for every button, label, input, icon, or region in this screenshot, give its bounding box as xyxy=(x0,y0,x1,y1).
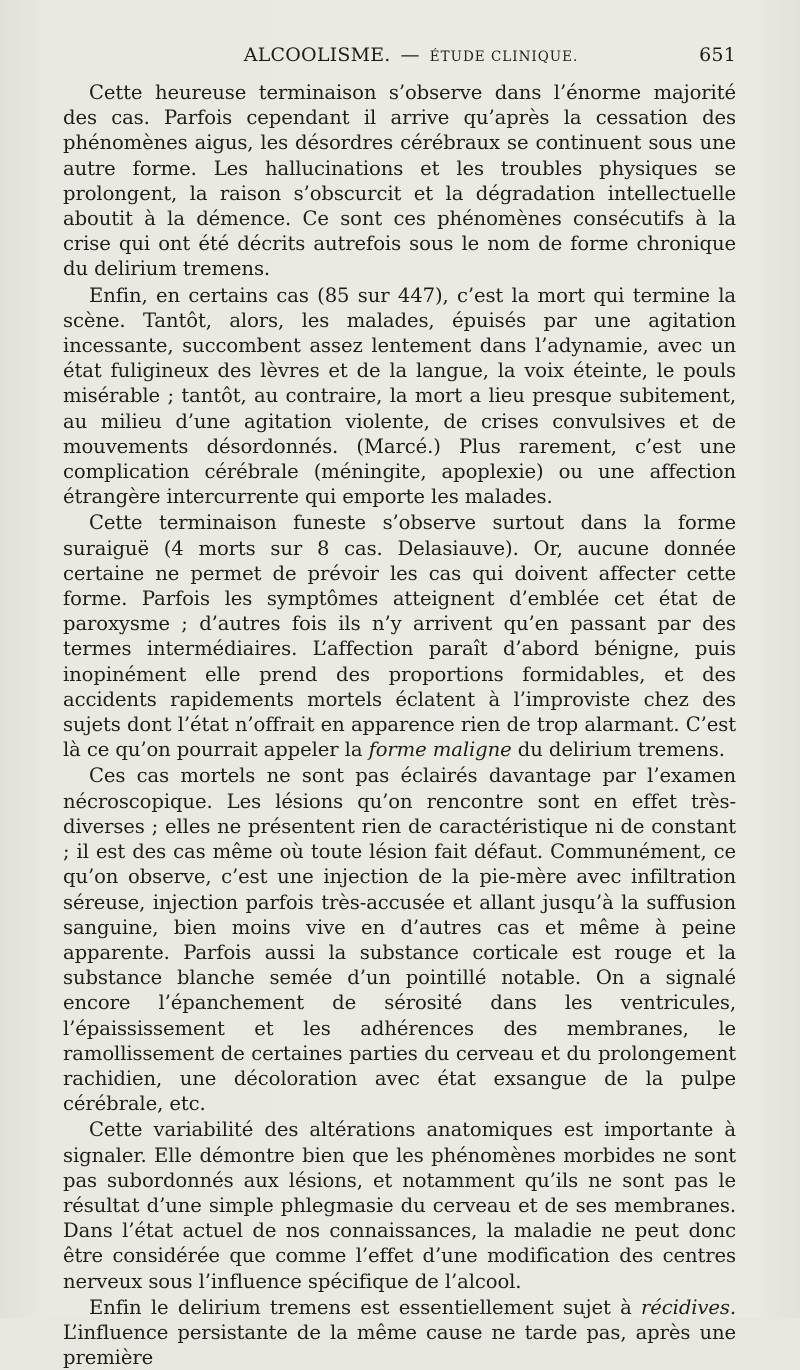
paragraph-6-start: Enfin le delirium tremens est essentiellement sujet à xyxy=(89,1295,632,1319)
paragraph-5: Cette variabilité des altérations anatomiques est importante à signaler. Elle démontre bien que les phénomènes morbides ne sont pas subordonnés aux lésions, et notamment qu’ils ne sont pas le résultat d’une simple phlegmasie du cerveau et de ses membranes. Dans l’état actuel de nos connaissances, la maladie ne peut donc être considérée que comme l’effet d’une modification des centres nerveux sous l’influence spécifique de l’alcool. xyxy=(63,1118,736,1293)
paragraph-3-italic: forme maligne xyxy=(368,738,512,762)
running-head-subtitle: ÉTUDE CLINIQUE. xyxy=(429,49,579,65)
body-text xyxy=(63,80,736,1370)
paragraph-3-text: Cette terminaison funeste s’observe surtout dans la forme suraiguë (4 morts sur 8 cas. Delasiauve). Or, aucune donnée certaine ne permet de prévoir les cas qui doivent affecter cette forme. Parfois les symptômes atteignent d’emblée cet état de paroxysme ; d’autres fois ils n’y arrivent qu’en passant par des termes intermédiaires. L’affection paraît d’abord bénigne, puis inopinément elle prend des proportions formidables, et des accidents rapidements mortels éclatent à l’improviste chez des sujets dont l’état n’offrait en apparence rien de trop alarmant. C’est là ce qu’on pourrait appeler la xyxy=(63,511,736,762)
paragraph-1: Cette heureuse terminaison s’observe dans l’énorme majorité des cas. Parfois cependant il arrive qu’après la cessation des phénomènes aigus, les désordres cérébraux se continuent sous une autre forme. Les hallucinations et les troubles physiques se prolongent, la raison s’obscurcit et la dégradation intellectuelle aboutit à la démence. Ce sont ces phénomènes consécutifs à la crise qui ont été décrits autrefois sous le nom de forme chronique du delirium tremens. xyxy=(63,81,736,281)
paragraph-4: Ces cas mortels ne sont pas éclairés davantage par l’examen nécroscopique. Les lésions qu’on rencontre sont en effet très-diverses ; elles ne présentent rien de caractéristique ni de constant ; il est des cas même où toute lésion fait défaut. Communément, ce qu’on observe, c’est une injection de la pie-mère avec infiltration séreuse, injection parfois très-accusée et allant jusqu’à la suffusion sanguine, bien moins vive en d’autres cas et même à peine apparente. Parfois aussi la substance corticale est rouge et la substance blanche semée d’un pointillé notable. On a signalé encore l’épanchement de sérosité dans les ventricules, l’épaississement et les adhérences des membranes, le ramollissement de certaines parties du cerveau et du prolongement rachidien, une décoloration avec état exsangue de la pulpe cérébrale, etc. xyxy=(63,764,736,1116)
paragraph-3-end: du delirium tremens. xyxy=(517,738,725,762)
paragraph-6-end: L’influence persistante de la même cause ne tarde pas, après une première xyxy=(63,1320,736,1370)
paragraph-2: Enfin, en certains cas (85 sur 447), c’est la mort qui termine la scène. Tantôt, alors, les malades, épuisés par une agitation incessante, succombent assez lentement dans l’adynamie, avec un état fuligineux des lèvres et de la langue, la voix éteinte, le pouls misérable ; tantôt, au contraire, la mort a lieu presque subitement, au milieu d’une agitation violente, de crises convulsives et de mouvements désordonnés. (Marcé.) Plus rarement, c’est une complication cérébrale (méningite, apoplexie) ou une affection étrangère intercurrente qui emporte les malades. xyxy=(63,283,736,509)
running-head-dash: — xyxy=(400,44,420,66)
paragraph-6-italic: récidives. xyxy=(641,1295,736,1319)
running-head-title: ALCOOLISME. xyxy=(243,44,391,66)
paragraph-3 xyxy=(63,510,736,762)
running-head xyxy=(63,44,736,80)
page-number: 651 xyxy=(699,44,736,66)
paragraph-6 xyxy=(63,1295,736,1370)
running-head-center xyxy=(63,44,699,66)
